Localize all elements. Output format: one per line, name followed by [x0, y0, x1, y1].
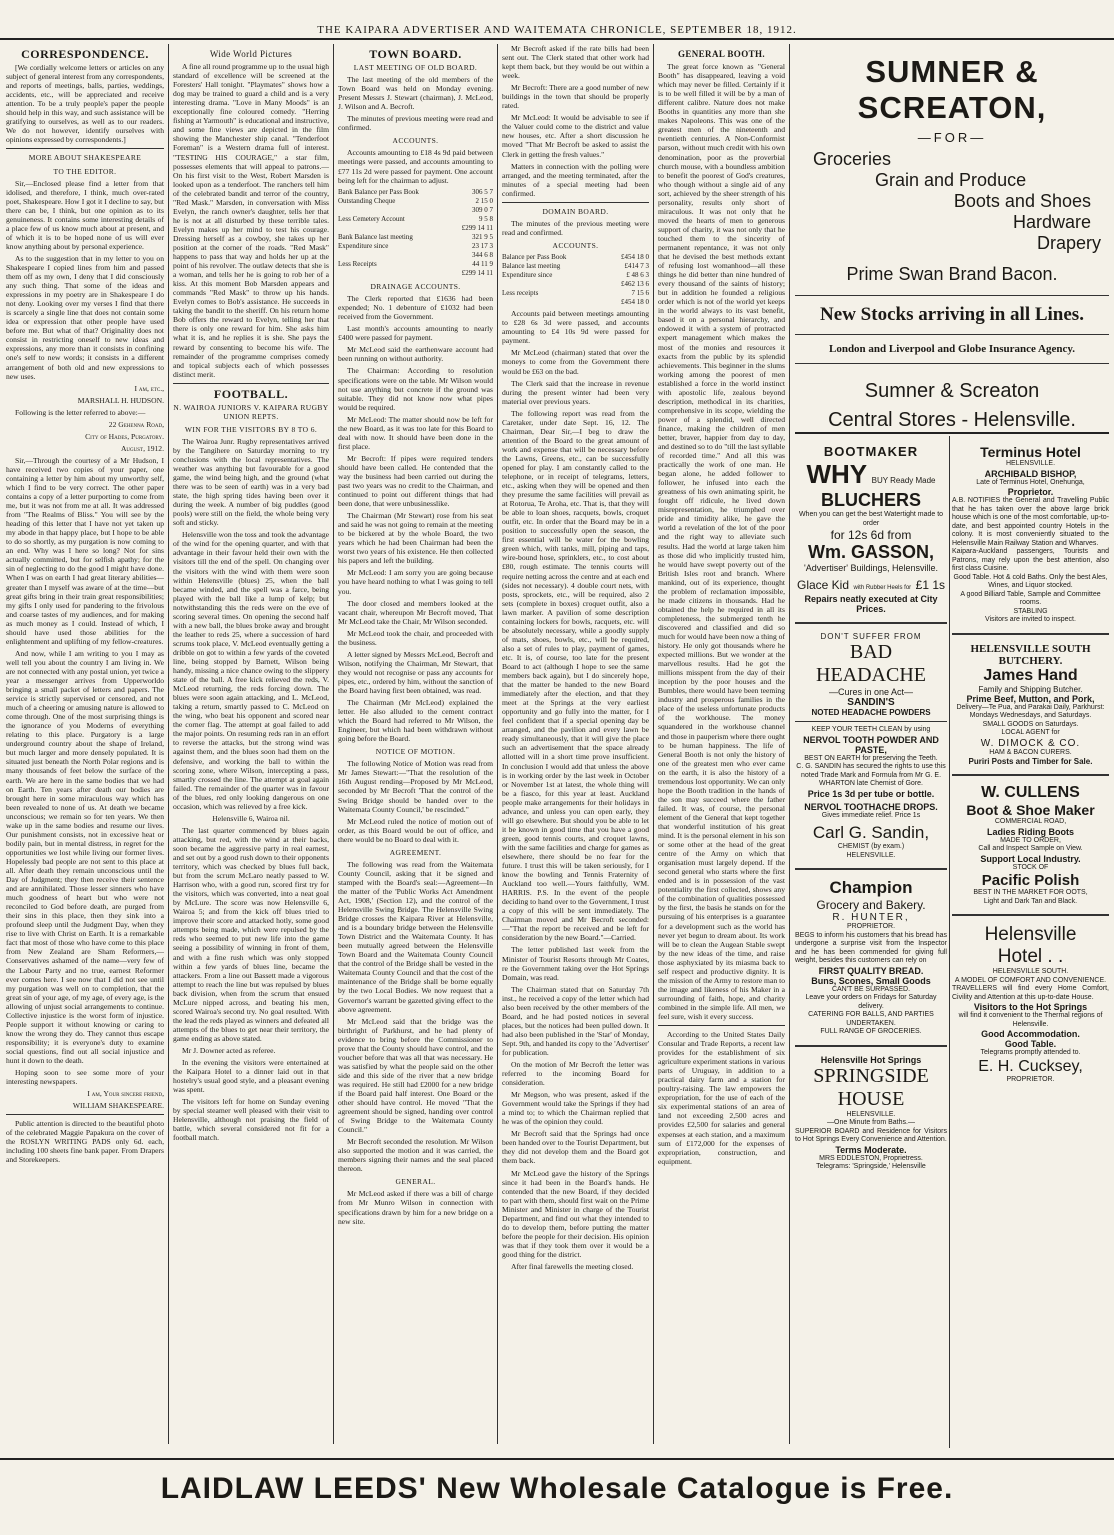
ad-line: Grain and Produce	[875, 170, 1027, 190]
ad-line: London and Liverpool and Globe Insurance Agency.	[828, 343, 1076, 355]
paragraph: According to the United States Daily Consular and Trade Reports, a recent law provides for the establishment of six agriculture experiment stations in various parts of Uruguay, in addition to a practical dairy farm and a station for poultry-raising. The law empowers the expropriation, for the use of each of the six experimental stations of an area of land not exceeding 2,500 acres and provides £2,500 for salaries and general expenses at each station, and a maximum sum of £172,000 for the expenses of expropriation, construction, and equipment.	[658, 1030, 785, 1166]
ad-text: Repairs neatly executed at City Prices.	[804, 594, 938, 614]
article-subheading: DRAINAGE ACCOUNTS.	[370, 282, 461, 292]
ad-text: KEEP YOUR TEETH CLEAN by using	[811, 726, 931, 733]
section-heading: TOWN BOARD.	[369, 47, 462, 61]
ad-text: PROPRIETOR.	[1006, 1075, 1055, 1083]
ad-text: HELENSVILLE.	[846, 1110, 896, 1118]
ad-text: —One Minute from Baths.—	[827, 1119, 915, 1126]
signoff: I am, etc.,	[134, 383, 164, 393]
column-rule	[333, 44, 334, 1444]
accounts-table	[338, 188, 493, 278]
ad-text: CAN'T BE SURPASSED.	[831, 985, 911, 993]
ad-text: for 12s 6d from	[830, 528, 912, 542]
signature: WILLIAM SHAKESPEARE.	[72, 1101, 164, 1111]
table-row	[338, 188, 493, 197]
ad-text: SANDIN'S	[847, 697, 895, 708]
ad-text: 9 5 8	[479, 214, 493, 223]
ad-text: Bank Balance last meeting	[338, 232, 413, 241]
ad-text: 321 9 5	[472, 232, 493, 241]
table-row	[502, 298, 649, 307]
ad-column-left	[795, 440, 947, 1448]
ad-text: CATERING FOR BALLS, AND PARTIES UNDERTAKEN.	[808, 1011, 934, 1027]
paragraph: A fine all round programme up to the usual high standard of excellence will be screened at the Foresters' Hall tonight. "Playmates" shows how a dog may be trained to guard a child and is a very interesting drama. "Love in Many Moods" is an exceptionally fine coloured comedy. "Herring fishing at Yarmouth" is educational and instructive, and some fine views are depicted in the film showing the Manchester ship canal. "Tenderfoot Foreman" is a Western drama full of interest. "TESTING HIS COURAGE," a star film, possesses elements that will appeal to patrons.—On his first visit to the West, Robert Marsden is looked upon as a tenderfoot. The ranchers tell him of the celebrated bandit and terror of the country, "Red Mask." Marsden, in conversation with Miss Evelyn, the ranch owner's daughter, tells her that he is not at all disturbed by these terrible tales. Evelyn makes up her mind to test his courage. Dressing herself as a cowboy, she takes up her position at the corner of the roads. "Red Mask" happens to pass that way and holds her up at the point of his revolver. The outlaw detects that she is a woman, and tells her he is going to rob her of a kiss. At this moment Bob Marsden appears and commands "Red Mask" to throw up his hands. Evelyn comes to Bob's assistance. He succeeds in taking the bandit to the sheriff. On his return home Bob offers the reward to Evelyn, telling her that there is only one reward for him. She asks him what it is, and he replies it is she. She pays the reward by consenting to become his wife. The remainder of the programme comprises comedy and topical subjects each of which possesses distinct merit.	[173, 62, 329, 379]
paragraph: Mr McLeod asked if there was a bill of charge from Mr Munro Wilson in connection with specifications drawn by him for a new bridge on a new site.	[338, 1189, 493, 1226]
ad-text	[338, 224, 450, 233]
ad-text: SPRINGSIDE	[813, 1064, 929, 1087]
ad-line: Boots and Shoes	[953, 191, 1091, 211]
ad-text: Helensville	[984, 924, 1077, 945]
paragraph: Last month's accounts amounting to nearly £400 were passed for payment.	[338, 324, 493, 343]
ad-text: BLUCHERS	[820, 490, 921, 510]
table-row	[338, 260, 493, 269]
ad-text: ARCHIBALD BISHOP,	[984, 468, 1077, 479]
article-heading: N. WAIROA JUNIORS V. KAIPARA RUGBY UNION REPTS.	[173, 402, 329, 421]
paragraph: The minutes of previous meeting were read and confirmed.	[338, 114, 493, 133]
signoff: I am, Your sincere friend,	[87, 1089, 164, 1099]
section-heading: GENERAL BOOTH.	[677, 49, 766, 59]
ad-text: Glace Kid	[797, 578, 850, 592]
paragraph: Mr Becroft said that the Springs had once been handed over to the Tourist Department, but they did not develop them and the Board got them back.	[502, 1129, 649, 1166]
ad-text: Less receipts	[502, 289, 539, 298]
ad-text: Leave your orders on Fridays for Saturday delivery.	[805, 994, 937, 1010]
paragraph: The visitors left for home on Sunday evening by special steamer well pleased with their visit to Helensville, although not praising the field of battle, which several considered not fit for a football match.	[173, 1097, 329, 1143]
ad-text: Carl G. Sandin,	[812, 823, 930, 842]
ad-text	[502, 280, 604, 289]
ad-text: Less Receipts	[338, 259, 377, 268]
table-row	[338, 251, 493, 260]
ad-text: R. HUNTER,	[832, 912, 910, 923]
paragraph: Mr Becroft: There are a good number of new buildings in the town that should be properly rated.	[502, 83, 649, 111]
column-rule	[789, 44, 790, 1444]
masthead: THE KAIPARA ADVERTISER AND WAITEMATA CHRONICLE, SEPTEMBER 18, 1912.	[0, 0, 1114, 40]
paragraph: The door closed and members looked at the vacant chair, whereupon Mr Becroft moved, That Mr McLeod take the Chair, Mr Wilson seconded.	[338, 598, 493, 626]
ad-column-right	[952, 440, 1109, 1448]
paragraph: A letter signed by Messrs McLeod, Becroft and Wilson, notifying the Chairman, Mr Stewart, that they would not recognise or pass any accounts for pipes, etc., ordered by him, without the sanction of the Board having first been obtained, was read.	[338, 649, 493, 695]
ad-text: When you can get the best Watertight made to order	[798, 511, 944, 527]
signature: MARSHALL H. HUDSON.	[77, 395, 164, 405]
ad-text: A.B. NOTIFIES the General and Travelling Public that he has taken over the above large brick house which is one of the most comfortable, up-to-date, and best appointed country Hotels in the colony. It is most conveniently situated to the Helensville Main Railway Station and Wharves.	[952, 497, 1109, 547]
table-row	[338, 215, 493, 224]
article-heading: MORE ABOUT SHAKESPEARE	[28, 153, 142, 163]
ad-text: HOUSE	[837, 1087, 905, 1110]
paragraph: Mr Becroft asked if the rate bills had been sent out. The Clerk stated that other work had kept them back, but they would be out within a week.	[502, 44, 649, 81]
ad-text: Grocery and Bakery.	[816, 898, 926, 912]
paragraph: Mr Becroft: If pipes were required tenders should have been called. He contended that the way the business had been carried out during the past two years was no credit to the Chairman, and continued to point out different things that had been done, that were unbusinesslike.	[338, 453, 493, 509]
ad-text: BUTCHERY.	[998, 654, 1063, 667]
ad-text	[502, 298, 604, 307]
ad-text: TRAVELLERS will find every Home Comfort, Civility and Attention at this up-to-date House.	[952, 985, 1109, 1001]
ad-text: BEST IN THE MARKET FOR OOTS,	[973, 889, 1088, 896]
ad-text: BUY Ready Made	[871, 476, 936, 485]
ad-text: Hotel . .	[997, 946, 1064, 967]
paragraph: Mr McLeod (chairman) stated that over the moneys to come from the Government there would be £63 on the bad.	[502, 348, 649, 376]
paragraph: Mr McLeod took the chair, and proceeded with the business.	[338, 628, 493, 647]
ad-text: Balance last meeting	[502, 261, 561, 270]
paragraph: As to the suggestion that in my letter to you on Shakespeare I copied lines from him and passed them off as my own, I deny that I did consciously any such thing. That some of the ideas and expressions in my poetry are in Shakespeare I do not deny. Looking over my verses I find that there is scarcely a single line that does not contain some idea or expression that other people have used before me. But what of that? Originality does not consist in restricting oneself to new ideas and expressions, any more than it consists in confining one's self to new words; it consists in a different arrangement of both old and new expressions to new uses.	[6, 253, 164, 381]
column-correspondence	[6, 44, 164, 1446]
column-rule	[497, 44, 498, 1444]
ad-text: with Rubber Heels for	[853, 585, 912, 591]
ad-line: Hardware	[1012, 212, 1091, 232]
paragraph: After final farewells the meeting closed.	[511, 1262, 634, 1271]
paragraph: And now, while I am writing to you I may as well tell you about the country I am living in. We are not connected with any postal union, yet twice a year a messenger arrives from Upperworldo bringing a small packet of letters and papers. The service is strictly supervised or censored, and not much of a cheering or amusing nature is allowed to come through. One of the most surprising things is the ignorance of you Moderns of everything relating to this place. Purgatory is a large underground country about the shape of Ireland, but much larger and more densely populated. It is situated just beneath the North Polar regions and is many thousands of feet below the surface of the earth. We are here in the same bodies that we had on Earth. Ten years after death our bodies are brought here in some miraculous way which has been revealed to none of us. At death we became unconscious; we remain so for ten years. We then wake up in the same bodies and resume our lives. Our punishment consists, not in excessive heat or bodily pain, but in mental distress, in regret for the opportunities we lost while living our former lives. Hopelessly bad people are not sent to this place at all. After death they remain unconscious until the Day of Judgment; they then receive their sentence and are annihilated. Those lesser sinners who have much goodness of heart but who were not reconciled to God before death, are purged from their sins in this place, then they sink into a profound sleep until the Judgment Day, when they rise to live with Christ on Earth. It is a remarkable fact that most of those who have come to this place from New Zealand are Sham Reformers,—Conservatives ashamed of the name—very few of the Labour Party and no true, earnest Reformer ever comes here. I see now that I did not see until my purgation was well on to completion, that the great sin of your age, of my age, of every age, is the allowing of unjust social arrangements to continue. Collective injustice is the worst form of injustice. People support it without knowing or caring to know the wrong they do. They cannot thus escape responsibility; it is everyone's duty to examine social questions, find out all social injustice and hunt it down to the death.	[6, 648, 164, 1065]
ad-text: HELENSVILLE.	[846, 851, 896, 859]
paragraph: Hoping soon to see some more of your interesting newspapers.	[6, 1068, 164, 1087]
ad-text: Puriri Posts and Timber for Sale.	[968, 757, 1093, 766]
ad-text: Telegrams: 'Springside,' Helensville	[816, 1163, 926, 1170]
ad-text: 7 15 6	[631, 289, 649, 298]
ad-text: NOTED HEADACHE POWDERS	[811, 708, 931, 717]
paragraph: Mr McLeod said the earthenware account had been running on without authority.	[338, 345, 493, 364]
ad-text: Delivery—Te Pua, and Parakai Daily, Parkhurst: Mondays Wednesdays, and Saturdays.	[956, 703, 1105, 719]
ad-text: A MODEL OF COMFORT AND CONVENIENCE.	[954, 976, 1107, 984]
column-rule	[653, 44, 654, 1444]
ad-text: Prime Beef, Mutton, and Pork,	[966, 693, 1095, 704]
paragraph: The following Notice of Motion was read from Mr James Stewart:—"That the resolution of the 16th August rending—Proposed by Mr McLeod, seconded by Mr Becroft 'That the control of the Swing Bridge should be handed over to the Waitemata County Council,' be rescinded."	[338, 759, 493, 814]
article-subheading: AGREEMENT.	[389, 847, 442, 857]
ad-text: SUPERIOR BOARD and Residence for Visitors to Hot Springs Every Convenience and Attention.	[795, 1127, 947, 1143]
column-general-booth	[658, 44, 785, 1446]
ad-text: Late of Terminus Hotel, Onehunga,	[976, 478, 1085, 486]
ad-text: BEGS to inform his customers that his bread has undergone a surprise visit from the Inspector and he has been commended for giving full weight, besides this customers can rely on	[795, 931, 947, 964]
ad-text: Less Cemetery Account	[338, 214, 405, 223]
ad-text: HAM & BACON CURERS.	[989, 748, 1072, 756]
ad-text: HELENSVILLE.	[1005, 460, 1056, 467]
paragraph: The Chairman: According to resolution specifications were on the table. Mr Wilson would not use anything but concrete if the ground was suitable. They did not know now what pipes would be required.	[338, 366, 493, 412]
section-heading: FOOTBALL.	[213, 386, 289, 401]
section-heading: Wide World Pictures	[209, 49, 293, 59]
ad-text: STOCK OF	[1012, 863, 1049, 871]
ad-text: Expenditure since	[502, 271, 553, 280]
ad-text: SMALL GOODS on Saturdays.	[982, 720, 1079, 728]
ad-text: Visitors to the Hot Springs	[973, 1002, 1088, 1012]
ad-text: £414 7 3	[624, 261, 649, 270]
ad-text: Kaipara-Auckland passengers, Tourists and Patrons, may rely upon the best attention, also first class Cuisine.	[952, 548, 1109, 572]
article-subheading: ACCOUNTS.	[392, 136, 439, 146]
ad-text: PROPRIETOR.	[846, 923, 896, 930]
ad-text: BOOTMAKER	[823, 444, 919, 459]
paragraph: Mr McLeod ruled the notice of motion out of order, as this Board would be out of office, and there would be no Board to deal with it.	[338, 816, 493, 844]
ad-text: Good Accommodation.	[981, 1029, 1080, 1039]
ad-text: 2 15 0	[475, 196, 493, 205]
ad-text: FIRST QUALITY BREAD.	[818, 965, 924, 976]
ad-line: Prime Swan Brand Bacon.	[846, 264, 1058, 284]
ad-text: W. CULLENS	[981, 784, 1080, 801]
ad-text: —FOR—	[917, 130, 987, 145]
ad-text: £299 14 11	[461, 223, 493, 232]
paragraph: The minutes of the previous meeting were read and confirmed.	[502, 218, 649, 237]
article-subheading: ACCOUNTS.	[552, 240, 599, 250]
ad-text: 344 6 8	[472, 250, 493, 259]
article-subheading: NOTICE OF MOTION.	[375, 747, 456, 757]
ad-text: Telegrams promptly attended to.	[980, 1049, 1081, 1056]
ad-text: Helensville Hot Springs	[820, 1054, 922, 1065]
table-row	[502, 262, 649, 271]
ad-text: James Hand	[983, 666, 1078, 684]
paragraph: The Clerk said that the increase in revenue during the present winter had been very material over previous years.	[502, 378, 649, 406]
ad-text: Good Table. Hot & cold Baths. Only the best Ales, Wines, and Liquor stocked.	[953, 573, 1108, 589]
bottom-banner-ad: LAIDLAW LEEDS' New Wholesale Catalogue is Free.	[0, 1458, 1114, 1518]
paragraph: The letter published last week from the Minister of Tourist Resorts through Mr Coates, re the Government taking over the Hot Springs Domain, was read.	[502, 945, 649, 982]
paragraph: The last quarter commenced by blues again attacking, but red, with the wind at their backs, soon became the aggressive party in real earnest, and set out by a good rush down to their opponents territory, which was checked by blues full back, but from the scrum McLaro neatly passed to W. Harrison who, with a good run, scored first try for the visitors, which was converted, into a neat goal by McLure. The score was now Helensville 6, Wairoa 5; and from the kick off blues tried to improve their score and attacked hotly, some good attempts being made, which were repulsed by the reds who seemed to put new life into the game seeing a possibility of winning in front of them, and with a fine rush which was only stopped within a few yards of blues line, became the attackers. From a line out Bassett made a vigorous attempt to reach the line but was repulsed by blues back division, when from the scrum that ensued McLure nipped across, and beating his men, scored Wairoa's second try. No goal resulted. With the lead the reds played as winners and defeated all attempts of the blues to get near their territory, the game ending as above stated.	[173, 825, 329, 1043]
ad-text: Family and Shipping Butcher.	[978, 684, 1083, 694]
paragraph: [We cordially welcome letters or articles on any subject of general interest from any correspondents, and reports of meetings, balls, parties, weddings, accidents, etc., will be appreciated and receive attention. To be a truly people's paper the people should help in this way, and such assistance will be gratifying to ourselves, as well as to our readers. We do not however, identify ourselves with opinions expressed by correspondents.]	[6, 63, 164, 145]
ad-text: Call and Inspect Sample on View.	[978, 845, 1083, 852]
ad-text: 'Advertiser' Buildings, Helensville.	[804, 563, 938, 573]
paragraph: Mr Megson, who was present, asked if the Government would take the Springs if they had a mind to; to which the Chairman replied that he was of the opinion they could.	[502, 1090, 649, 1127]
ad-line: Central Stores - Helensville.	[828, 409, 1076, 429]
column-town-board	[338, 44, 493, 1446]
ad-text: Wm. GASSON,	[807, 542, 934, 562]
paragraph: Accounts amounting to £18 4s 9d paid between meetings were passed, and accounts amounting to £77 11s 2d were passed for payment. One account being left for the chairman to adjust.	[338, 148, 493, 185]
ad-text: Ladies Riding Boots	[986, 826, 1074, 837]
ad-text: 309 0 7	[472, 205, 493, 214]
table-row	[338, 206, 493, 215]
ad-text: MADE TO ORDER,	[1000, 836, 1061, 844]
table-row	[502, 253, 649, 262]
paragraph: Accounts paid between meetings amounting to £28 6s 3d were passed, and accounts amounting to £4 10s 9d were passed for payment.	[502, 309, 649, 346]
table-row	[338, 233, 493, 242]
ad-text: Proprietor.	[1007, 487, 1054, 497]
ad-text	[338, 269, 450, 278]
ad-text: NERVOL TOOTHACHE DROPS.	[804, 801, 938, 812]
paragraph: The Chairman (Mr McLeod) explained the letter. He also alluded to the cement contract which the Board had referred to Mr Wilson, the Engineer, but which had been withdrawn without going before the Board.	[338, 698, 493, 744]
ad-text: £1 1s	[915, 578, 945, 592]
column-rule	[168, 44, 169, 1444]
ad-text: BEST ON EARTH for preserving the Teeth.	[804, 754, 938, 762]
ad-text: Boot & Shoe Maker	[966, 802, 1095, 818]
paragraph: Mr McLeod said that the bridge was the birthright of Parkhurst, and he had plenty of evidence to bring before the Commissioner to prove that the County should have control, and the voucher before that was all that was necessary. He was satisfied by what the people said on the other side and this side of the river that a new bridge was required. He still had £2000 for a new bridge if the Board paid half interest. One Board or the other should have control. He moved "That the agreement should be signed, handing over control of Swing Bridge to the Waitemata County Council."	[338, 1016, 493, 1135]
paragraph: Sir,—Enclosed please find a letter from that idolised, and therefore, I think, much over-rated poet, Shakespeare. How I got it I decline to say, but there can be, I think, but one opinion as to its genuineness. It contains some interesting details of a place few of us know much about at present, and of which it is to be hoped none of us will ever know anything about by personal experience.	[6, 178, 164, 251]
paragraph: The Wairoa Junr. Rugby representatives arrived by the Tangihere on Saturday morning to try conclusions with the local representatives. The weather was anything but favourable for a good game, the wind being high, and the ground (what there was to be seen of earth) was in a very bad state, the high spring tides having been over it during the week. A number of big puddles (good pools) were still on the field, the whole being very soft and sticky.	[173, 436, 329, 528]
table-row	[502, 271, 649, 280]
paragraph: Mr J. Downer acted as referee.	[182, 1045, 276, 1055]
ad-text: CHEMIST (by exam.)	[837, 843, 905, 850]
accounts-table	[502, 253, 649, 307]
ad-line: New Stocks arriving in all Lines.	[820, 304, 1084, 325]
paragraph: The Chairman (Mr Stewart) rose from his seat and said he was not going to remain at the meeting to be bickered at by the whole Board, the two years which he had been Chairman had been the worst two years of his existence. He then collected his papers and left the building.	[338, 511, 493, 566]
ad-text: WHY	[806, 459, 868, 489]
ad-text: Balance per Pass Book	[502, 252, 567, 261]
ad-text: NERVOL TOOTH POWDER AND PASTE,	[803, 734, 939, 755]
ad-text: —Cures in one Act—	[828, 687, 914, 697]
ad-title: SUMNER & SCREATON,	[857, 54, 1047, 125]
address-line: City of Hades, Purgatory.	[85, 431, 164, 441]
article-heading: LAST MEETING OF OLD BOARD.	[353, 63, 478, 73]
score-line: Helensville 6, Wairoa nil.	[212, 813, 290, 823]
ad-text: DON'T SUFFER FROM	[820, 632, 922, 641]
ad-text: Visitors are invited to inspect.	[985, 616, 1076, 623]
paragraph: The following report was read from the Caretaker, under date Sept. 16, 12. The Chairman, Dear Sir,—I beg to draw the attention of the Board to the great amount of work and expense that will be necessary before the Lawns, Greens, etc., can be successfully opened for play. I am constantly called to the telephone, or in receipt of telegrams, letters, etc., asking when they will be opened and then they presume the same facilities will prevail as at Rotorua, Te Aroha, etc. That is, that they will be able to loan shoes, racquets, bowls, croquet outfit, etc. In order that the Board may be in a position to successfully open the season, the first essential will be water for the bowling green which, with tanks, mill, piping and taps, wire-bound hose, sprinklers, etc., to cost about £80, rough estimate. The tennis courts will require netting across the centre and at each end (sides not necessary). 4 double court nets, with posts, sprockets, etc., will be required, also 2 sets (complete in boxes) croquet outfit, also a lawn marker. A pavilion of some description containing lockers for bowls, racquets, etc. will be absolutely necessary, while a goodly supply of mats, shoes, bowls, etc., will be required, also a set of rules to play, payment of games, etc. It is, of course, too late for the present Board to act (although I hope to see the same members back again), but I do sincerely hope, that the matter be handed to the new Board immediately after the election, and that they meet at the Springs at the very earliest opportunity and go fully into the matter, for I feel confident that if a special opening day be arranged, and the pavilion and every lawn be ready simultaneously, that it will give the place such an advertisement that the space already allotted will in a short time prove insufficient. In conclusion I would add that unless the above is in working order by the last week in October or November 1st at latest, the whole thing will be a fiasco, for this year at least. Auckland people make arrangements for their holidays in advance, and unless you can open early, they will go elsewhere. But should you be able to let it be known in good time that you have a good green, good tennis courts, and croquet lawns, with the same facilities and charge for games as elsewhere, there should be no fear for the future. I trust this will be taken seriously, for I know the bowling and Tennis Fraternity of Auckland too well.—Yours faithfully, WM. HARRIS. P.S. In the event of the people deciding to hand over to the Government, I trust a copy of this will be sent immediately. The Chairman moved and Mr Becroft seconded:—"That the report be received and be left for consideration by the new Board."—Carried.	[502, 408, 649, 943]
ad-text: Expenditure since	[338, 241, 389, 250]
ad-text: MRS EDDLESTON, Proprietress.	[819, 1154, 923, 1162]
ad-text: A good Billiard Table, Sample and Committee rooms.	[960, 590, 1101, 606]
ad-text: 23 17 3	[472, 241, 493, 250]
section-heading: CORRESPONDENCE.	[21, 47, 149, 61]
ad-text: £454 18 0	[621, 252, 649, 261]
paragraph: The great force known as "General Booth" has disappeared, leaving a void which may never be filled. Certainly if it is to be well filled it will be by a man of different calibre. Nature does not make Booths in quantities any more than she makes Napoleons. This was one of the greatest men of the nineteenth and twentieth centuries. A Non-Conformist parson, without much credit with his own denomination, poor as the proverbial church mouse, with a boundless ambition to benefit the poorest of God's creatures, who though without a single aid of any sort, achieved by the sheer strength of his personality, results only short of miraculous. It was not only that he moved the hearts of men to generous support of charity, it was not only that he touched them to the sincerity of permanent repentance, it was not only that he devised the best methods extant of refusing lost womanhood—all these things he did better than nine hundred of every thousand of the saints of history; but in addition he founded a religious order which is not of the world yet keeps in the world always to its vast benefit, based it on a personal hierarchy, and endowed it with a system of protracted expert management which makes the most of the monies and resources it exacts from the public by its splendid achievements. This beginner in the slums working among the poorest of men established a force in the world instinct with apostolic life, zealous beyond description, methodical in its charities, comprehensive in its scope, wielding the power of a splendid, well directed finance, making the children of men better, braver, happier from day to day, and destined so to do "till the last syllable of recorded time." And all this was practically the work of one man. He began alone, he added follower to follower, he infused into each the greatness of his own animating spirit, he fought off ridicule, he lived down misrepresentation, he triumphed over pride and timidity alike, he gave the world a revelation of the lot of the poor and the right way to alleviate such results. Had the world at large taken him as those did who implicitly trusted him, he would have swept poverty out of the British Isles root and branch. Where mankind, out of its experience, thought the problem of reclamation impossible, he made citizens in thousands. Had he obtained the help he required in all its completeness, the submerged tenth he discovered and classified and did so much for would have been now a thing of history. He only got thousands where he expected millions. But we wonder at the marvellous results. Had he got the millions misspent from the day of their inception by the poor houses and the Bumbles, there would have been teeming industry and prosperous families in the place of the useless unfortunate products of the workhouse. The money squandered in the workhouse channel and those in pauperism where there ought to be human happiness. The life of General Booth is not only the history of one of the greatest men who ever came on the earth, it is also the history of a tremendous lost opportunity. We can only hope the Booth tradition in the hands of the son may succeed where the father failed. It was, of course, the personal element of the General that kept together that wonderful institution of his great mind. It is the personal element in his son or some other at the head of the great centre of the Army on which that organisation must largely depend. If the second general who starts where the first ended and is in possession of the vast potentiality the first collected, shows any of the combination of qualities possessed by the first, the basis he stands on for the pursuing of his enterprises is a guarantee for a development such as the world has never yet begun to dream about. Its work will be to clean the Augean Stable swept by the new ideas of the time, and raise those asphyxiated by its miasma back to self respect and productive dignity. It is the mission of the Army to restore man to the image and likeness of his Maker in a surrounding of faith, hope, and charity combined in the simple life. All men, we feel sure, wish it every success.	[658, 62, 785, 1021]
paragraph: Matters in connection with the polling were arranged, and the meeting terminated, after the minutes of a special meeting had been confirmed.	[502, 161, 649, 198]
ad-text	[338, 251, 450, 260]
paragraph: Mr McLeod: The matter should now be left for the new Board, as it was too late for this Board to deal with now. It should have been done in the first place.	[338, 414, 493, 451]
ad-text: E. H. Cucksey,	[978, 1057, 1083, 1075]
address-line: 22 Gehenna Road,	[108, 419, 164, 429]
ad-text: will find it convenient to the Thermal regions of Helensville.	[958, 1012, 1103, 1028]
article-subheading: TO THE EDITOR.	[53, 166, 117, 176]
ad-text: Good Table.	[1004, 1039, 1057, 1049]
ad-text: HELENSVILLE SOUTH.	[992, 968, 1069, 975]
paragraph: In the evening the visitors were entertained at the Kaipara Hotel to a dinner laid out in that hostelry's usual good style, and a pleasant evening was spent.	[173, 1058, 329, 1095]
ad-text: Gives immediate relief. Price 1s	[821, 811, 921, 819]
ad-text: Pacific Polish	[981, 872, 1080, 889]
ad-text: Terms Moderate.	[835, 1144, 907, 1155]
article-subheading: GENERAL.	[395, 1177, 436, 1187]
ad-text: Buns, Scones, Small Goods	[811, 975, 931, 986]
article-subheading: WIN FOR THE VISITORS BY 8 TO 6.	[184, 424, 318, 434]
ad-text: C. G. SANDIN has secured the rights to use this noted Trade Mark and Formula from Mr G. E. WHARTON late Chemist of Gore.	[796, 763, 946, 787]
ad-text	[338, 206, 450, 215]
ad-text: Price 1s 3d per tube or bottle.	[807, 788, 935, 799]
table-row	[338, 224, 493, 233]
ad-text: Bank Balance per Pass Book	[338, 187, 419, 196]
paragraph: The Chairman stated that on Saturday 7th inst., he received a copy of the letter which had also been received by the other members of the Board, and he had posted notices in several places, but the notices had been pulled down. It had also been published in the 'Star' of Monday, Sept. 9th, and handed its copy to the 'Advertiser' for publication.	[502, 984, 649, 1057]
ad-text: Outstanding Cheque	[338, 196, 396, 205]
column-domain-board	[502, 44, 649, 1446]
table-row	[338, 269, 493, 278]
paragraph: Following is the letter referred to above:—	[15, 407, 146, 417]
table-row	[502, 280, 649, 289]
ad-text: LOCAL AGENT for	[1001, 729, 1060, 736]
ad-line: Groceries	[813, 149, 892, 169]
paragraph: Mr McLeod gave the history of the Springs since it had been in the Board's hands. He contended that the new Board, if they decided to part with them, should first wait on the Prime Minister and Minister in charge of the Tourist Department, and find out what they intended to do to develop them, before putting the matter before the people for their decision. His opinion was that if they took them over it would be a good thing for the district.	[502, 1168, 649, 1259]
ad-text: Champion	[829, 878, 913, 897]
table-row	[338, 197, 493, 206]
ad-text: £ 48 6 3	[626, 271, 649, 280]
ad-text: Light and Dark Tan and Black.	[983, 897, 1078, 905]
ad-text: HELENSVILLE SOUTH	[970, 642, 1091, 655]
paragraph: Mr McLeod: It would be advisable to see if the Valuer could come to the district and value new houses, etc. After a short discussion he moved "That Mr Becroft be asked to assist the Clerk in getting the fresh values."	[502, 113, 649, 159]
ad-line: Sumner & Screaton	[864, 380, 1040, 402]
ad-text: £299 14 11	[461, 269, 493, 278]
notice-paragraph: Public attention is directed to the beautiful photo of the celebrated Maggie Papakura on the cover of the ROSLYN WRITING PADS only 6d. each, including 100 sheets fine bank paper. From Drapers and Storekeepers.	[6, 1119, 164, 1165]
ad-text: W. DIMOCK & CO.	[980, 737, 1081, 749]
ad-text: Terminus Hotel	[980, 444, 1081, 460]
paragraph: The last meeting of the old members of the Town Board was held on Monday evening. Present Messrs J. Stewart (chairman), J. McLeod, J. Wilson and A. Becroft.	[338, 75, 493, 112]
paragraph: Mr Becroft seconded the resolution. Mr Wilson also supported the motion and it was carried, the members signing their names and the seal placed thereon.	[338, 1137, 493, 1174]
ad-text: FULL RANGE OF GROCERIES.	[820, 1028, 922, 1035]
paragraph: Mr McLeod: I am sorry you are going because you have heard nothing to what I was going to tell you.	[338, 568, 493, 596]
table-row	[338, 242, 493, 251]
address-line: August, 1912.	[120, 443, 164, 453]
paragraph: Sir,—Through the courtesy of a Mr Hudson, I have received two copies of your paper, one containing a letter by him about my unworthy self, which I find to be very correct. The other paper contains a copy of a letter purporting to come from me, but it was not from me at all. It was addressed from "The Realms of Bliss." You will see by the heading of this letter that I have not yet taken up my abode in that happy place, but I hope to be able to do so shortly, as my purgation is now coming to an end. Why was I here so long? Not for sins actually committed, but for selfish apathy; for the sin of neglecting to do the good I might have done. When I was on earth I had great literary abilities—greater than I myself was aware of at the time—but great gifts bring in their train great responsibilities; my gifts I only used for pandering to the frivolous and coarse tastes of my audiences, and for making as much money as I could. Instead of which, I should have used those abilities for the enlightenment and uplifting of my fellow-creatures.	[6, 455, 164, 646]
paragraph: The Clerk reported that £1636 had been expended; No. 1 debenture of £1032 had been received from the Government.	[338, 294, 493, 322]
ad-text: BAD HEADACHE	[816, 641, 926, 686]
ad-line: Drapery	[1036, 233, 1101, 253]
ad-sumner-screaton	[795, 44, 1109, 429]
ad-text: STABLING	[1013, 607, 1048, 615]
paragraph: The following was read from the Waitemata County Council, asking that it be signed and stamped with the Board's seal:—Agreement—In the matter of the 'Public Works Act Amendment Act, 1908,' (Section 12), and the control of the Helensville Swing Bridge. The Helensville Swing Bridge crosses the Kaipara River at Helensville, and is a boundary bridge between the Helensville Town District and the Waitemata County. It has been mutually agreed between the Helensville Town Board and the Waitemata County Council that the control of the Bridge shall be vested in the Waitemata County Council and that the cost of the maintenance of the Bridge shall be borne equally by the two Local Bodies. We now request that a Governor's warrant be gazetted giving effect to the above agreement.	[338, 859, 493, 1014]
ad-text: £454 18 0	[621, 298, 649, 307]
column-pictures-football	[173, 44, 329, 1446]
ad-text: 306 5 7	[472, 187, 493, 196]
ad-text: £462 13 6	[621, 280, 649, 289]
paragraph: On the motion of Mr Becroft the letter was referred to the incoming Board for consideration.	[502, 1060, 649, 1088]
ad-text: COMMERCIAL ROAD,	[994, 818, 1067, 825]
ad-text: 44 11 9	[472, 259, 493, 268]
article-heading: DOMAIN BOARD.	[542, 206, 609, 216]
ad-text: Support Local Industry.	[980, 853, 1081, 864]
table-row	[502, 289, 649, 298]
paragraph: Helensville won the toss and took the advantage of the wind for the opening quarter, and with that advantage in their favour held their own with the visitors till the end of the spell. On changing over the visitors with the wind with them were soon within Helensville (blues) 25, when the ball became winded, and the spell was a farce, being played with the ball like a lump of kelp; but notwithstanding this the reds were on the eve of scoring several times. On opening the second half with a new ball, the blues broke away and brought the leather to reds 25, where a succession of hard scrums took place, V. McLeod eventually getting a dribble on got to within a few yards of the coveted line, being stopped by Barnett, Wilson being handy, missing a nice chance owing to the slippery state of the ball. A free kick relieved the reds, V. McLeod returning, the reds forcing down. The blues were soon again attacking, and L. McLeod, taking a return, smartly passed to C. McLeod on the wing, who beat his opponent and scored near the corner flag. The attempt at goal failed to add the major points. On resuming reds ran in an effort to reverse the attacks, but the strong wind was against them, and the blues soon had them on the defensive, and working the ball to within the scoring zone, where Wilson, intercepting a pass, smartly crossed the line. The attempt at goal again failed. The remainder of the quarter was in favour of the blues, red only looking dangerous on one occasion, which was relieved by a free kick.	[173, 530, 329, 811]
